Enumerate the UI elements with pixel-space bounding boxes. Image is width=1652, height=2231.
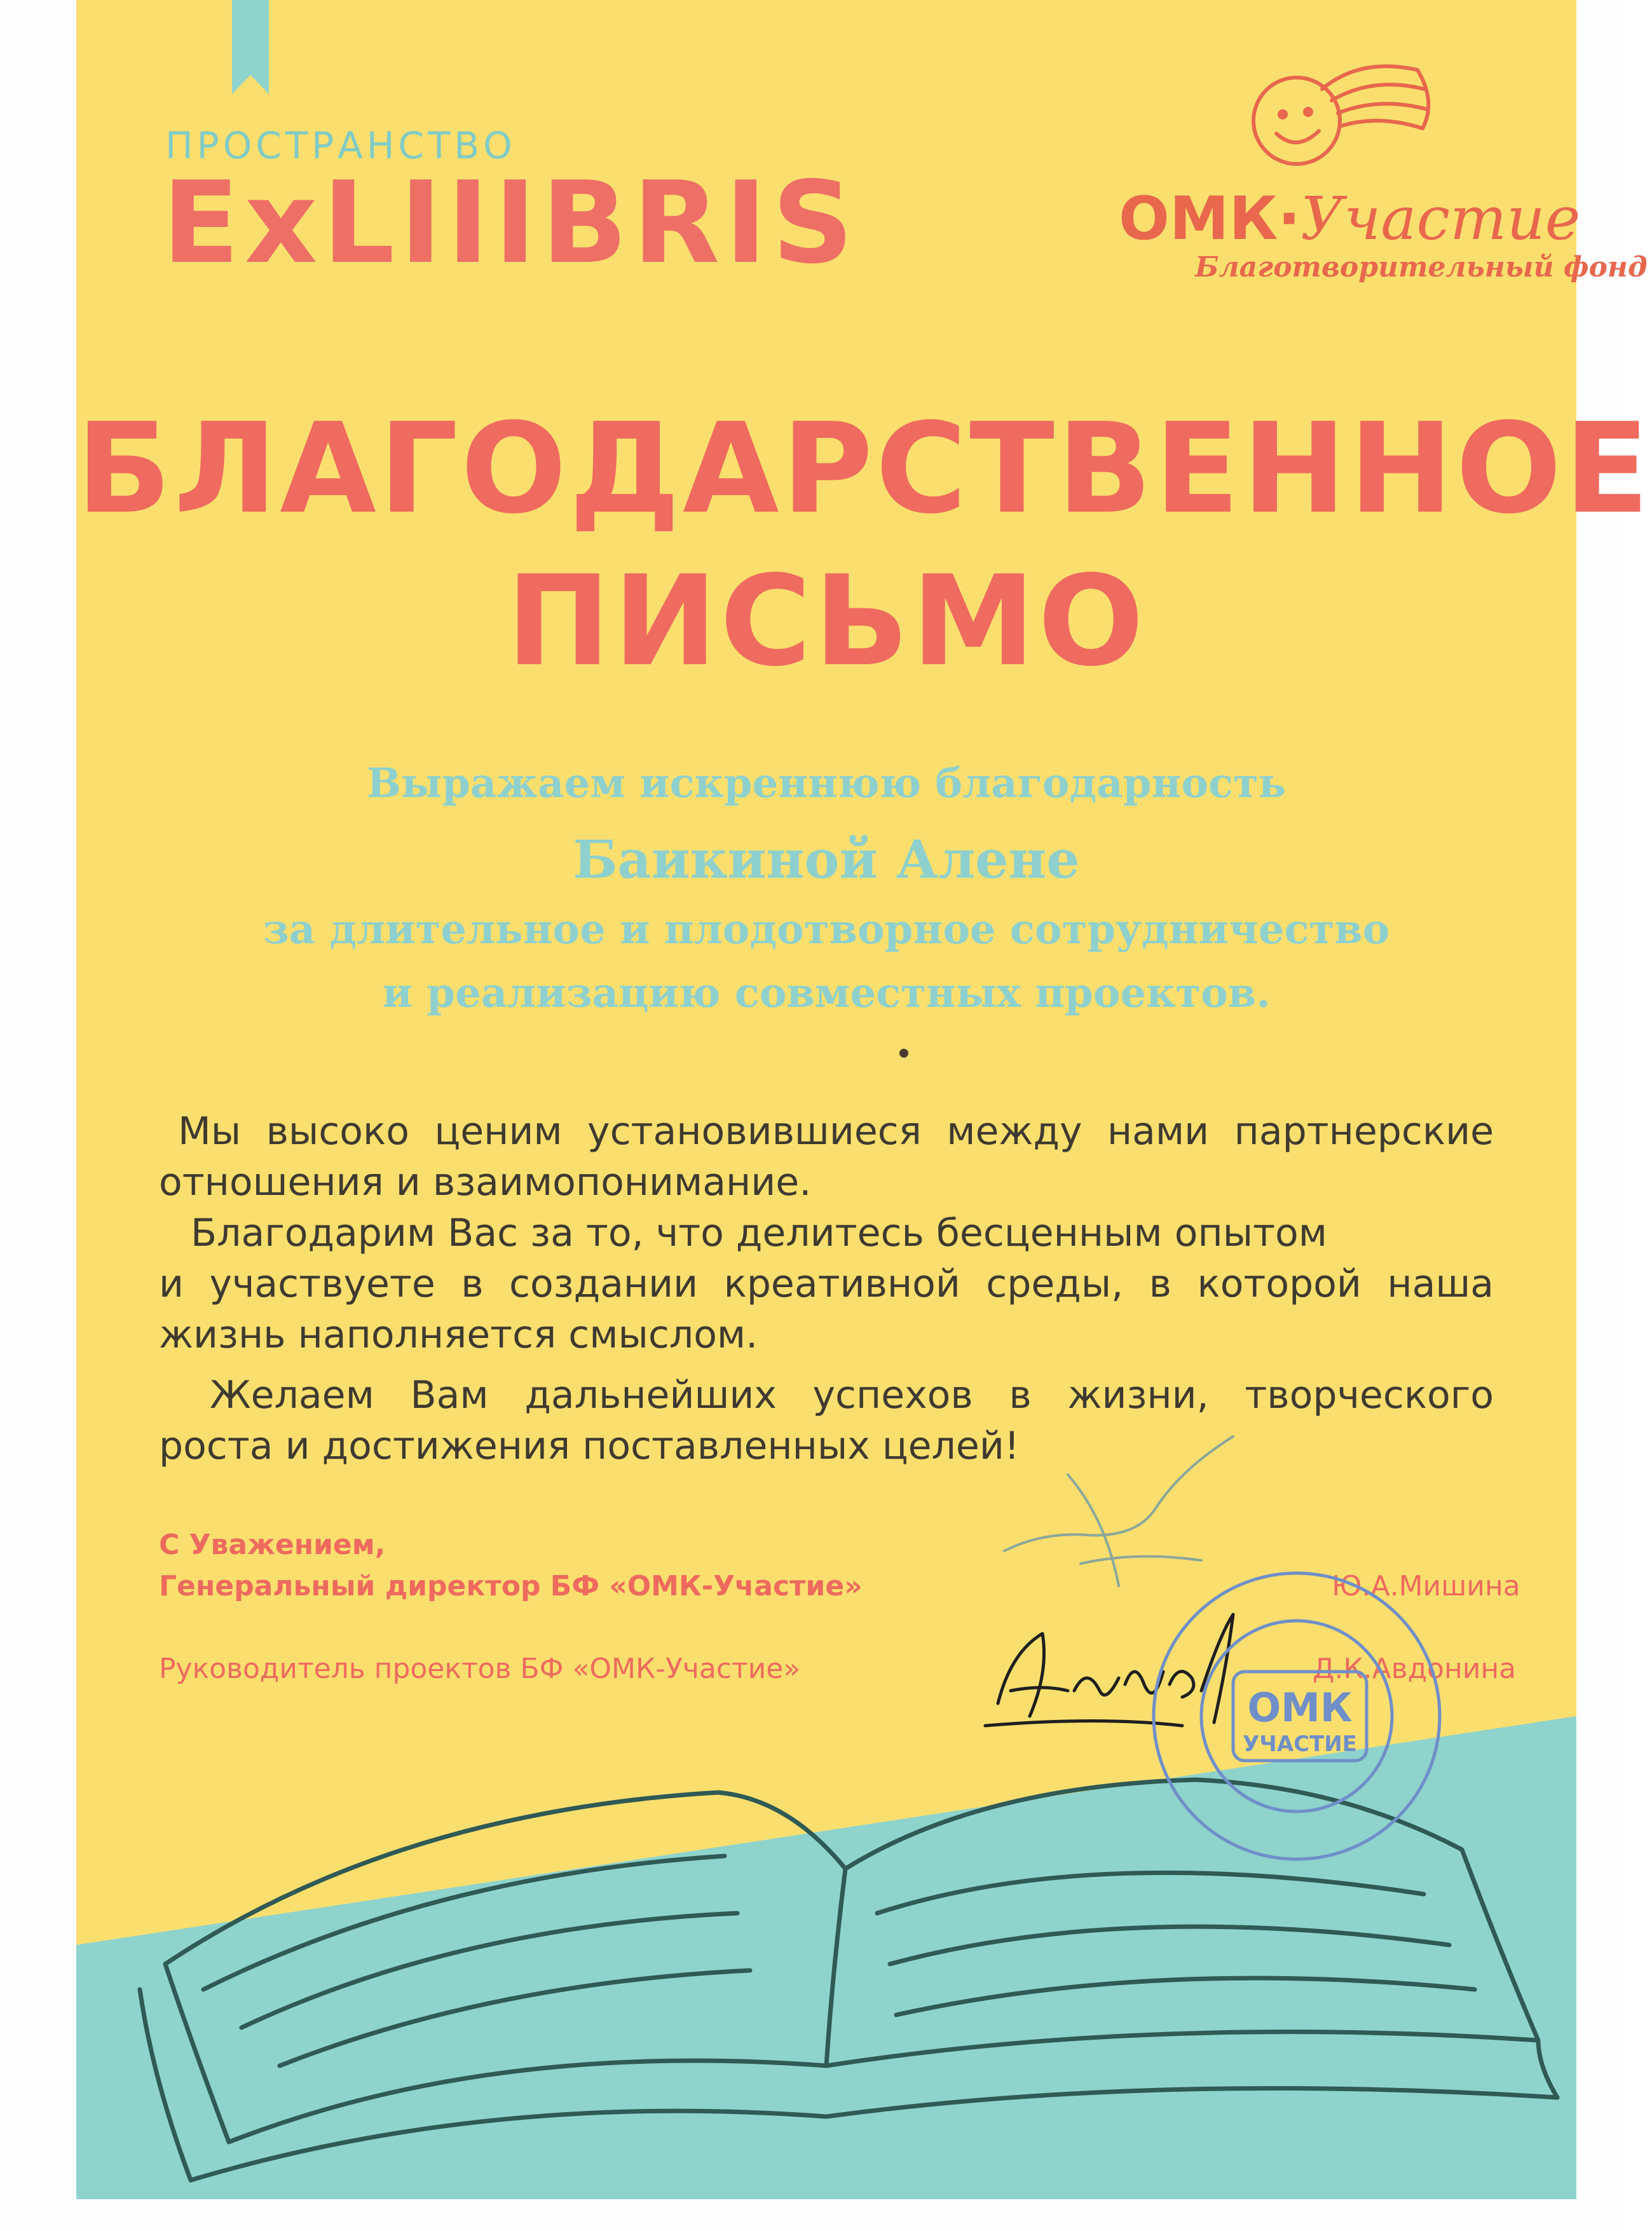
manager-name: Д.К.Авдонина bbox=[1313, 1653, 1517, 1685]
body-p2-line-1: Благодарим Вас за то, что делитесь бесценным опытом bbox=[191, 1211, 1327, 1255]
omk-brand-name bbox=[1119, 184, 1580, 254]
exlibris-logo-top: ПРОСТРАНСТВО bbox=[165, 124, 516, 167]
body-p3-line-1: Желаем Вам дальнейших успехов в жизни, творческого bbox=[210, 1373, 1494, 1417]
title-line-2: ПИСЬМО bbox=[506, 549, 1147, 694]
regards-label: С Уважением, bbox=[159, 1529, 386, 1561]
omk-brand-subtitle: Благотворительный фонд bbox=[1195, 251, 1648, 283]
stamp-center-top: ОМК bbox=[1247, 1684, 1353, 1731]
exlibris-logo-main: ExLIIIBRIS bbox=[162, 157, 859, 289]
body-p2-line-3: жизнь наполняется смыслом. bbox=[159, 1313, 758, 1357]
omk-brand-italic: Участие bbox=[1300, 184, 1581, 254]
intro-line-3: за длительное и плодотворное сотрудничество bbox=[263, 906, 1390, 953]
director-title: Генеральный директор БФ «ОМК-Участие» bbox=[159, 1570, 863, 1602]
stamp-center-bottom: УЧАСТИЕ bbox=[1243, 1731, 1357, 1757]
body-p1-line-1: Мы высоко ценим установившиеся между нами партнерские bbox=[178, 1109, 1494, 1154]
manager-title: Руководитель проектов БФ «ОМК-Участие» bbox=[159, 1653, 801, 1685]
director-name: Ю.А.Мишина bbox=[1332, 1570, 1520, 1602]
scan-speck bbox=[899, 1049, 908, 1058]
recipient-name: Баикиной Алене bbox=[573, 829, 1080, 890]
intro-line-4: и реализацию совместных проектов. bbox=[382, 969, 1271, 1017]
body-p2-line-2: и участвуете в создании креативной среды, в которой наша bbox=[159, 1262, 1494, 1306]
certificate-sheet bbox=[76, 0, 1652, 2199]
title-line-1: БЛАГОДАРСТВЕННОЕ bbox=[76, 397, 1652, 542]
bookmark-ribbon-icon bbox=[232, 0, 269, 75]
omk-brand-dot: · bbox=[1278, 184, 1301, 254]
omk-brand-bold: ОМК bbox=[1119, 184, 1278, 254]
intro-line-1: Выражаем искреннюю благодарность bbox=[366, 760, 1287, 807]
body-p1-line-2: отношения и взаимопонимание. bbox=[159, 1160, 812, 1204]
round-stamp-icon bbox=[1138, 1557, 1456, 1875]
body-p3-line-2: роста и достижения поставленных целей! bbox=[159, 1424, 1020, 1468]
